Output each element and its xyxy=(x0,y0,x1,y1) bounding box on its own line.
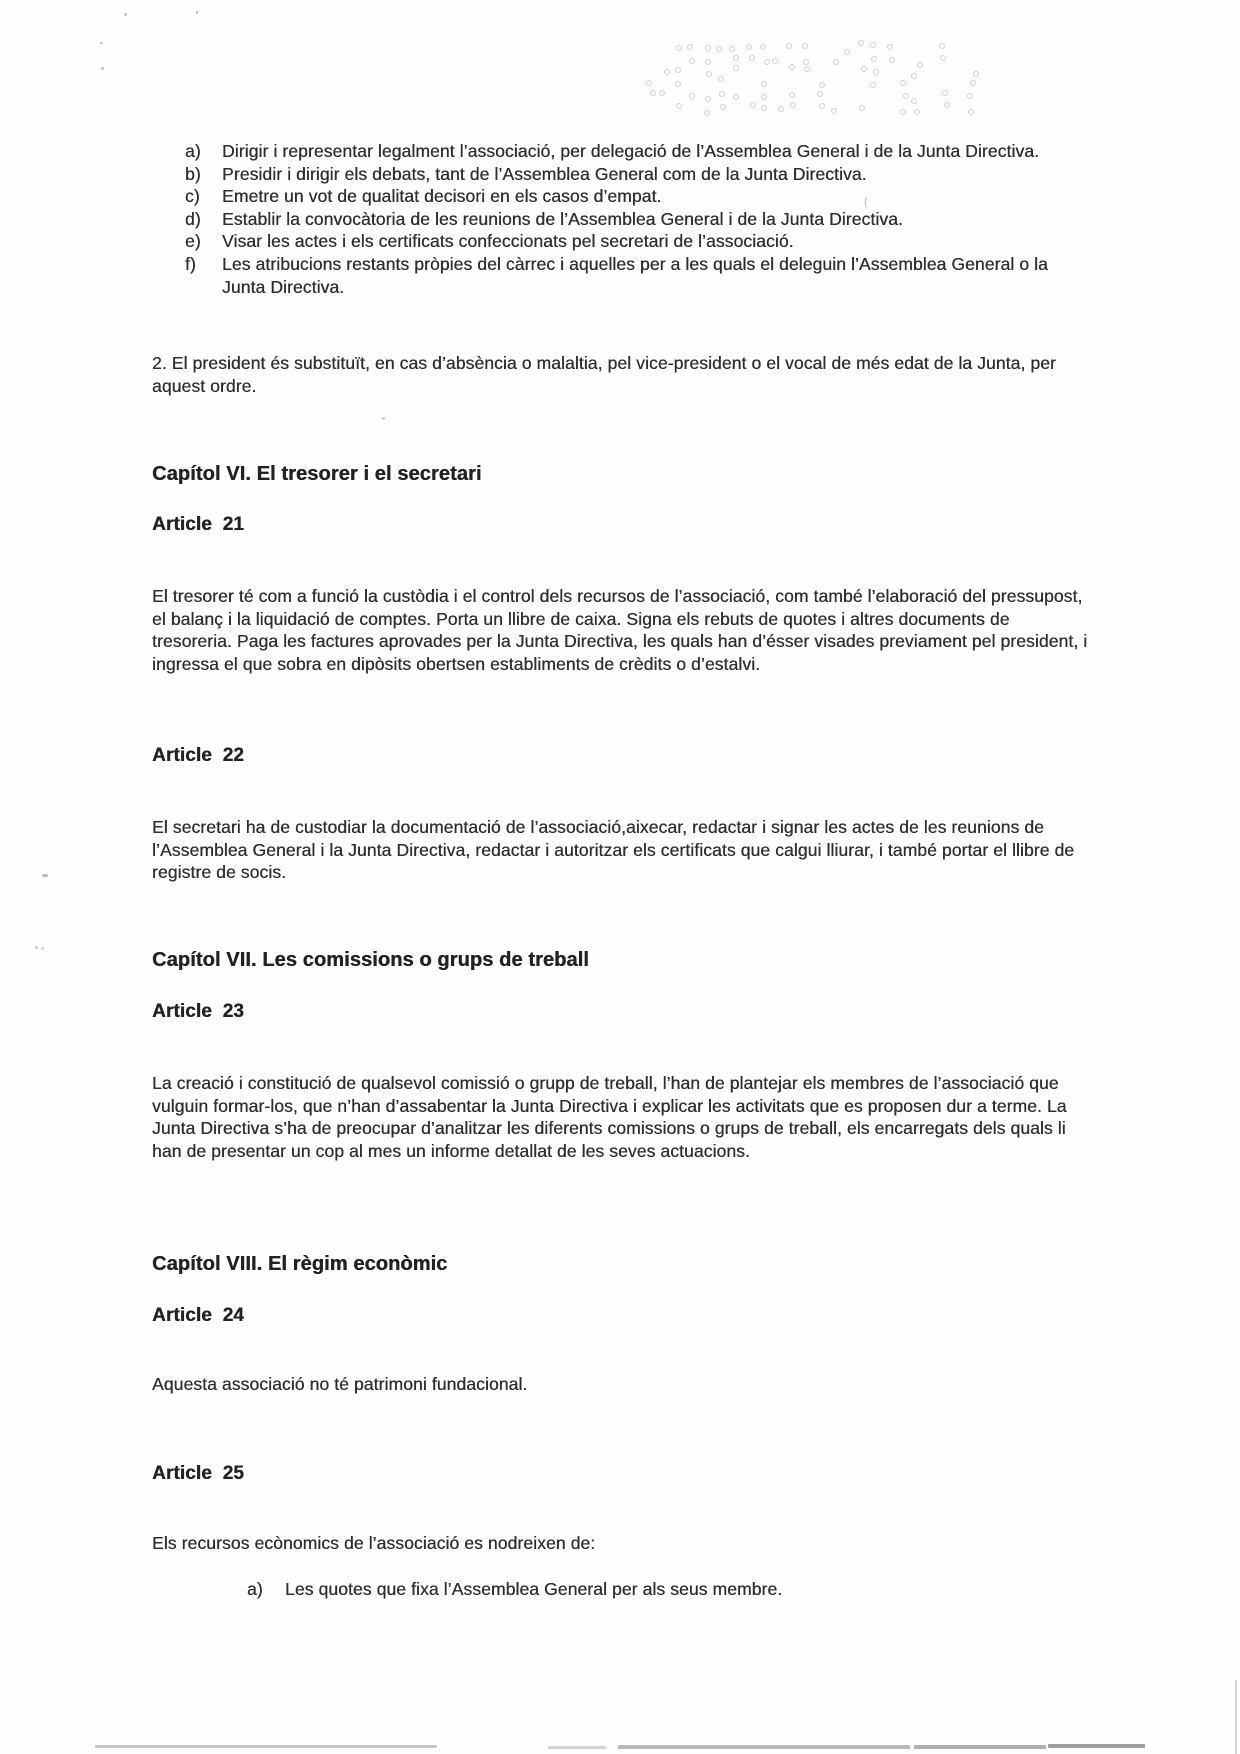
stamp-dot xyxy=(676,103,682,109)
list-item-text: Emetre un vot de qualitat decisori en els casos d’empat. xyxy=(222,186,662,207)
stamp-dot xyxy=(761,94,767,100)
stamp-dot xyxy=(940,55,946,61)
list-item xyxy=(185,230,1092,253)
stamp-dot xyxy=(970,80,976,86)
stamp-dot xyxy=(729,46,735,52)
list-item xyxy=(185,163,1092,186)
scan-speck xyxy=(196,11,198,14)
stamp-dot xyxy=(858,40,864,46)
resources-list xyxy=(247,1578,1092,1601)
scan-speck xyxy=(124,13,127,16)
scan-speck xyxy=(35,946,38,949)
stamp-dot xyxy=(733,94,739,100)
stamp-dot xyxy=(790,102,796,108)
stamp-dot xyxy=(870,42,876,48)
stamp-dot xyxy=(819,103,825,109)
stamp-dot xyxy=(917,62,923,68)
stamp-dot xyxy=(664,69,670,75)
article-24-body: Aquesta associació no té patrimoni fundacional. xyxy=(152,1374,528,1394)
list-item-text: Presidir i dirigir els debats, tant de l’Assemblea General com de la Junta Directiva. xyxy=(222,163,867,184)
stamp-dot xyxy=(873,69,879,75)
stamp-dot xyxy=(871,56,877,62)
stamp-dot xyxy=(817,91,823,97)
article-25-intro: Els recursos ecònomics de l’associació es nodreixen de: xyxy=(152,1533,596,1553)
list-item-text: Establir la convocàtoria de les reunions de l’Assemblea General i de la Junta Directiva. xyxy=(222,208,903,229)
scanner-edge-line xyxy=(1235,1680,1237,1754)
perforated-stamp-watermark xyxy=(645,40,1015,125)
stamp-dot xyxy=(900,80,906,86)
stamp-dot xyxy=(870,82,876,88)
article-22-title: Article 22 xyxy=(152,745,244,766)
stamp-dot xyxy=(675,81,681,87)
list-item-label: a) xyxy=(185,141,201,161)
list-item xyxy=(185,208,1092,231)
stamp-dot xyxy=(900,109,906,115)
stamp-dot xyxy=(718,76,724,82)
list-item-text: Visar les actes i els certificats confeccionats pel secretari de l’associació. xyxy=(222,231,794,252)
chapter-vii-heading: Capítol VII. Les comissions o grups de treball xyxy=(152,949,589,971)
stamp-dot xyxy=(804,66,810,72)
scan-speck xyxy=(382,417,385,420)
scanner-line xyxy=(914,1745,1046,1749)
scan-speck xyxy=(101,67,104,70)
scan-speck: ( xyxy=(864,196,868,208)
stamp-dot xyxy=(911,73,917,79)
article-23-body: La creació i constitució de qualsevol comissió o grupp de treball, l’han de plantejar els membres de l’associació que vulguin formar-los, que n’han d’assabentar la Junta Directiva i explicar les activitats que es proposen dur a terme. La Junta Directiva s’ha de preocupar d’analitzar les diferents comissions o grups de treball, els encarregats dels quals li han de presentar un cop al mes un informe detallat de les seves actuacions. xyxy=(152,1073,1067,1161)
article-23-title: Article 23 xyxy=(152,1001,244,1022)
list-item-text: Dirigir i representar legalment l’associació, per delegació de l’Assemblea General i de la Junta Directiva. xyxy=(222,141,1040,161)
stamp-dot xyxy=(802,43,808,49)
scanner-line xyxy=(1048,1744,1145,1748)
stamp-dot xyxy=(973,71,979,77)
stamp-dot xyxy=(819,82,825,88)
stamp-dot xyxy=(650,90,656,96)
stamp-dot xyxy=(760,44,766,50)
stamp-dot xyxy=(716,46,722,52)
scanner-line xyxy=(618,1745,910,1749)
stamp-dot xyxy=(803,59,809,65)
stamp-dot xyxy=(646,80,652,86)
stamp-dot xyxy=(750,102,756,108)
stamp-dot xyxy=(719,91,725,97)
stamp-dot xyxy=(705,45,711,51)
stamp-dot xyxy=(778,106,784,112)
stamp-dot xyxy=(889,57,895,63)
list-item-label: d) xyxy=(185,208,201,229)
stamp-dot xyxy=(942,90,948,96)
article-22-body: El secretari ha de custodiar la documentació de l’associació,aixecar, redactar i signar les actes de les reunions de l’Assemblea General i la Junta Directiva, redactar i autoritzar els certificats que calgui lliurar, i també portar el llibre de registre de socis. xyxy=(152,817,1075,883)
stamp-dot xyxy=(887,44,893,50)
president-functions-list xyxy=(185,140,1092,298)
stamp-dot xyxy=(859,105,865,111)
stamp-dot xyxy=(733,55,739,61)
stamp-dot xyxy=(914,109,920,115)
stamp-dot xyxy=(749,55,755,61)
stamp-dot xyxy=(833,59,839,65)
stamp-dot xyxy=(861,66,867,72)
stamp-dot xyxy=(789,92,795,98)
stamp-dot xyxy=(761,81,767,87)
stamp-dot xyxy=(944,102,950,108)
stamp-dot xyxy=(706,71,712,77)
stamp-dot xyxy=(903,93,909,99)
chapter-vi-heading: Capítol VI. El tresorer i el secretari xyxy=(152,463,482,485)
stamp-dot xyxy=(733,65,739,71)
stamp-dot xyxy=(689,93,695,99)
scan-speck xyxy=(42,874,48,877)
list-item xyxy=(247,1578,1092,1601)
scanner-line xyxy=(95,1745,437,1748)
stamp-dot xyxy=(772,58,778,64)
list-item-label: c) xyxy=(185,186,200,207)
list-item-label: a) xyxy=(247,1579,263,1599)
list-item-label: b) xyxy=(185,163,201,184)
stamp-dot xyxy=(704,110,710,116)
list-item xyxy=(185,140,1092,163)
article-21-body: El tresorer té com a funció la custòdia i el control dels recursos de l’associació, com també l’elaboració del pressupost, el balanç i la liquidació de comptes. Porta un llibre de caixa. Signa els rebuts de quotes i altres documents de tresoreria. Paga les factures aprovades per la Junta Directiva, les quals han d’ésser visades previament pel president, i ingressa el que sobra en dipòsits obertsen establiments de crèdits o d’estalvi. xyxy=(152,586,1088,674)
stamp-dot xyxy=(967,93,973,99)
stamp-dot xyxy=(675,67,681,73)
paragraph-president-substitution: 2. El president és substituït, en cas d’absència o malaltia, pel vice-president o el vocal de més edat de la Junta, per aquest ordre. xyxy=(152,353,1056,396)
stamp-dot xyxy=(831,108,837,114)
stamp-dot xyxy=(676,45,682,51)
stamp-dot xyxy=(705,59,711,65)
stamp-dot xyxy=(659,90,665,96)
stamp-dot xyxy=(746,44,752,50)
stamp-dot xyxy=(764,59,770,65)
scan-speck xyxy=(41,947,44,950)
article-24-title: Article 24 xyxy=(152,1305,244,1326)
list-item-label: f) xyxy=(185,253,196,274)
stamp-dot xyxy=(786,43,792,49)
stamp-dot xyxy=(911,98,917,104)
chapter-viii-heading: Capítol VIII. El règim econòmic xyxy=(152,1253,448,1275)
list-item xyxy=(185,253,1092,298)
stamp-dot xyxy=(968,109,974,115)
scan-speck xyxy=(100,42,103,44)
stamp-dot xyxy=(705,96,711,102)
stamp-dot xyxy=(939,43,945,49)
scanner-line xyxy=(548,1746,606,1749)
list-item-label: e) xyxy=(185,231,201,252)
stamp-dot xyxy=(720,104,726,110)
list-item xyxy=(185,185,1092,208)
stamp-dot xyxy=(844,49,850,55)
stamp-dot xyxy=(789,64,795,70)
article-25-title: Article 25 xyxy=(152,1463,244,1484)
article-21-title: Article 21 xyxy=(152,514,244,535)
stamp-dot xyxy=(761,105,767,111)
list-item-text: Les quotes que fixa l’Assemblea General per als seus membre. xyxy=(285,1579,783,1599)
stamp-dot xyxy=(687,44,693,50)
stamp-dot xyxy=(689,58,695,64)
list-item-text: Les atribucions restants pròpies del càrrec i aquelles per a les quals el deleguin l’Assemblea General o la Junta Directiva. xyxy=(222,253,1048,297)
